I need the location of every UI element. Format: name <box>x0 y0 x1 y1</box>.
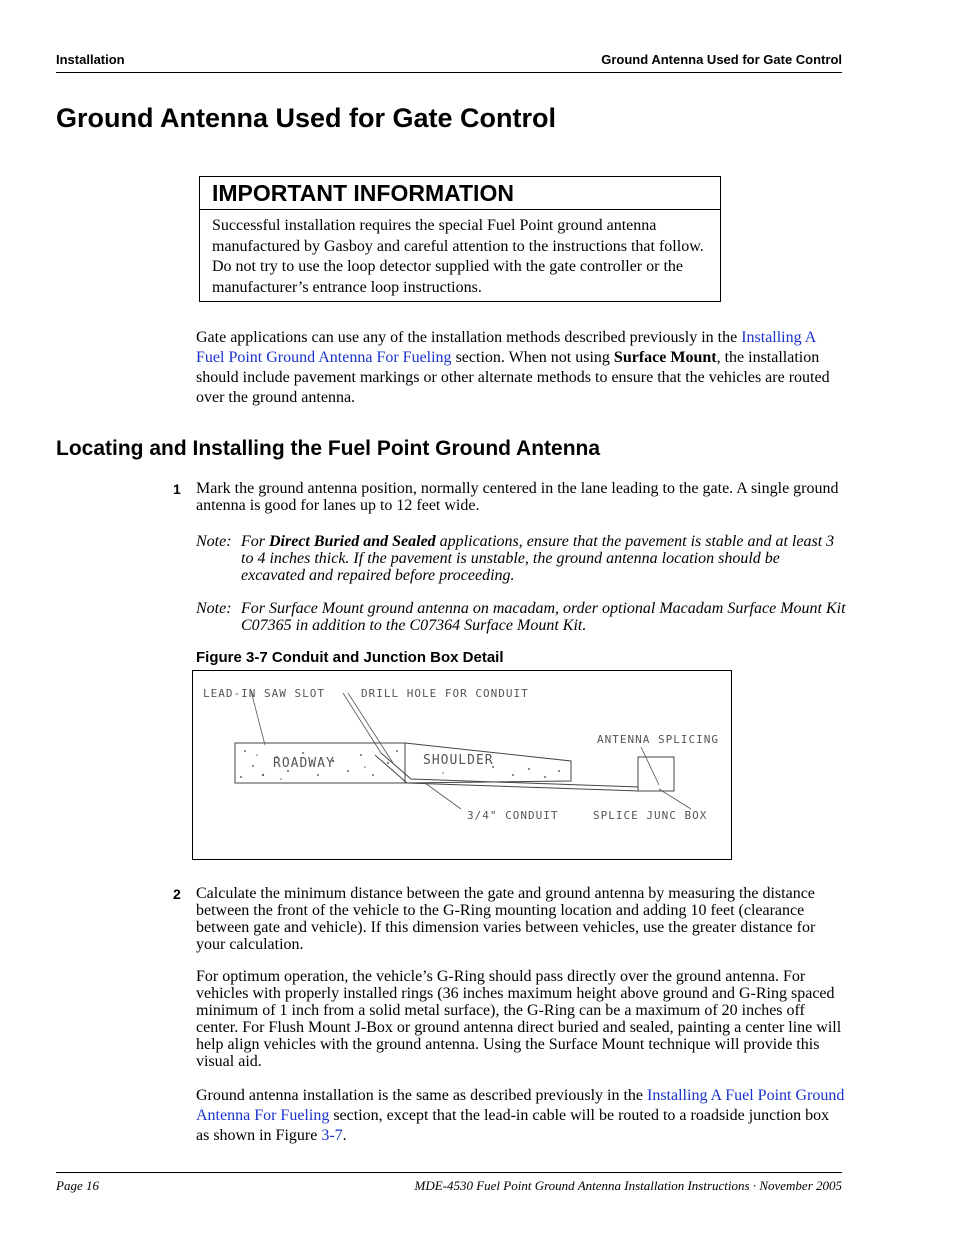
note-1-text-2: applications, ensure that the pavement is stable and at least 3 to 4 inches thick. If the pavement is unstable, the ground antenna location should be excavated and repaired before proceeding. <box>241 533 835 584</box>
page-title: Ground Antenna Used for Gate Control <box>56 103 557 133</box>
intro-text-2: section. When not using <box>451 349 614 366</box>
label-conduit: 3/4" CONDUIT <box>467 809 559 822</box>
step-2-number: 2 <box>173 886 181 902</box>
running-header-left: Installation <box>56 52 125 67</box>
leader-splice-box <box>659 789 691 809</box>
figure-caption: Figure 3-7 Conduit and Junction Box Detail <box>196 649 504 666</box>
final-text-1: Ground antenna installation is the same as described previously in the <box>196 1087 647 1104</box>
final-paragraph <box>196 1086 846 1146</box>
step-1-number: 1 <box>173 481 181 497</box>
label-splice-box: SPLICE JUNC BOX <box>593 809 708 822</box>
final-text-3: . <box>342 1127 347 1144</box>
important-information-body: Successful installation requires the special Fuel Point ground antenna manufactured by Gasboy and careful attention to the instructions that follow. Do not try to use the loop detector supplied with the gate controller or the manufacturer’s entrance loop instructions. <box>212 217 704 296</box>
direct-buried-bold: Direct Buried and Sealed <box>269 533 436 550</box>
important-information-box <box>199 176 721 302</box>
note-direct-buried <box>196 533 846 585</box>
leader-drill-hole-2 <box>348 693 393 763</box>
label-drill-hole: DRILL HOLE FOR CONDUIT <box>361 687 529 700</box>
important-information-heading: IMPORTANT INFORMATION <box>200 177 720 210</box>
surface-mount-bold: Surface Mount <box>613 349 717 366</box>
leader-antenna-splicing <box>641 747 659 785</box>
intro-text-3: , the installation should include pavement markings or other alternate methods to ensure that the vehicles are routed over the ground antenna. <box>196 349 830 406</box>
step-1-text: Mark the ground antenna position, normally centered in the lane leading to the gate. A single ground antenna is good for lanes up to 12 feet wide. <box>196 480 839 514</box>
note-1-text-1: For <box>241 533 269 550</box>
header-rule <box>56 72 842 73</box>
installing-fueling-link[interactable]: Installing A Fuel Point Ground Antenna For Fueling <box>196 329 816 366</box>
section-heading: Locating and Installing the Fuel Point Ground Antenna <box>56 437 601 460</box>
optimum-operation-paragraph: For optimum operation, the vehicle’s G-Ring should pass directly over the ground antenna. For vehicles with properly installed rings (36 inches maximum height above ground and G-Ring spaced minimum of 1 inch from a solid metal surface), the G-Ring can be a maximum of 20 inches off center. For Flush Mount J-Box or ground antenna direct buried and sealed, painting a center line will help align vehicles with the ground antenna. Using the Surface Mount technique will provide this visual aid. <box>196 968 842 1070</box>
note-text: For Surface Mount ground antenna on macadam, order optional Macadam Surface Mount Kit C07365 in addition to the C07364 Surface Mount Kit. <box>241 600 846 634</box>
leader-conduit <box>425 783 461 809</box>
note-surface-mount <box>196 600 846 636</box>
label-roadway: ROADWAY <box>273 756 335 771</box>
running-header-right: Ground Antenna Used for Gate Control <box>601 52 842 67</box>
label-saw-slot: LEAD-IN SAW SLOT <box>203 687 325 700</box>
final-text-2: section, except that the lead-in cable will be routed to a roadside junction box as shown in Figure <box>196 1107 830 1144</box>
footer-page-number: Page 16 <box>56 1178 99 1193</box>
conduit-diagram <box>193 671 733 861</box>
note-label: Note: <box>196 533 232 550</box>
note-label: Note: <box>196 600 232 617</box>
step-2-text: Calculate the minimum distance between the gate and ground antenna by measuring the distance between the front of the vehicle to the G-Ring mounting location and adding 10 feet (clearance between gate and vehicle). If this dimension varies between vehicles, use the greater distance for your calculation. <box>196 885 816 953</box>
label-antenna-splicing: ANTENNA SPLICING <box>597 733 719 746</box>
intro-text-1: Gate applications can use any of the installation methods described previously in the <box>196 329 742 346</box>
note-text <box>241 533 846 584</box>
footer-document-title: MDE-4530 Fuel Point Ground Antenna Installation Instructions · November 2005 <box>414 1178 842 1193</box>
installing-fueling-link-2[interactable]: Installing A Fuel Point Ground Antenna For Fueling <box>196 1087 845 1124</box>
intro-paragraph <box>196 328 846 408</box>
figure-3-7-link[interactable]: 3-7 <box>321 1127 343 1144</box>
leader-drill-hole-1 <box>343 693 381 753</box>
footer-rule <box>56 1172 842 1173</box>
label-shoulder: SHOULDER <box>423 753 494 768</box>
conduit-junction-box-figure <box>192 670 732 860</box>
splice-junction-box <box>638 757 674 791</box>
